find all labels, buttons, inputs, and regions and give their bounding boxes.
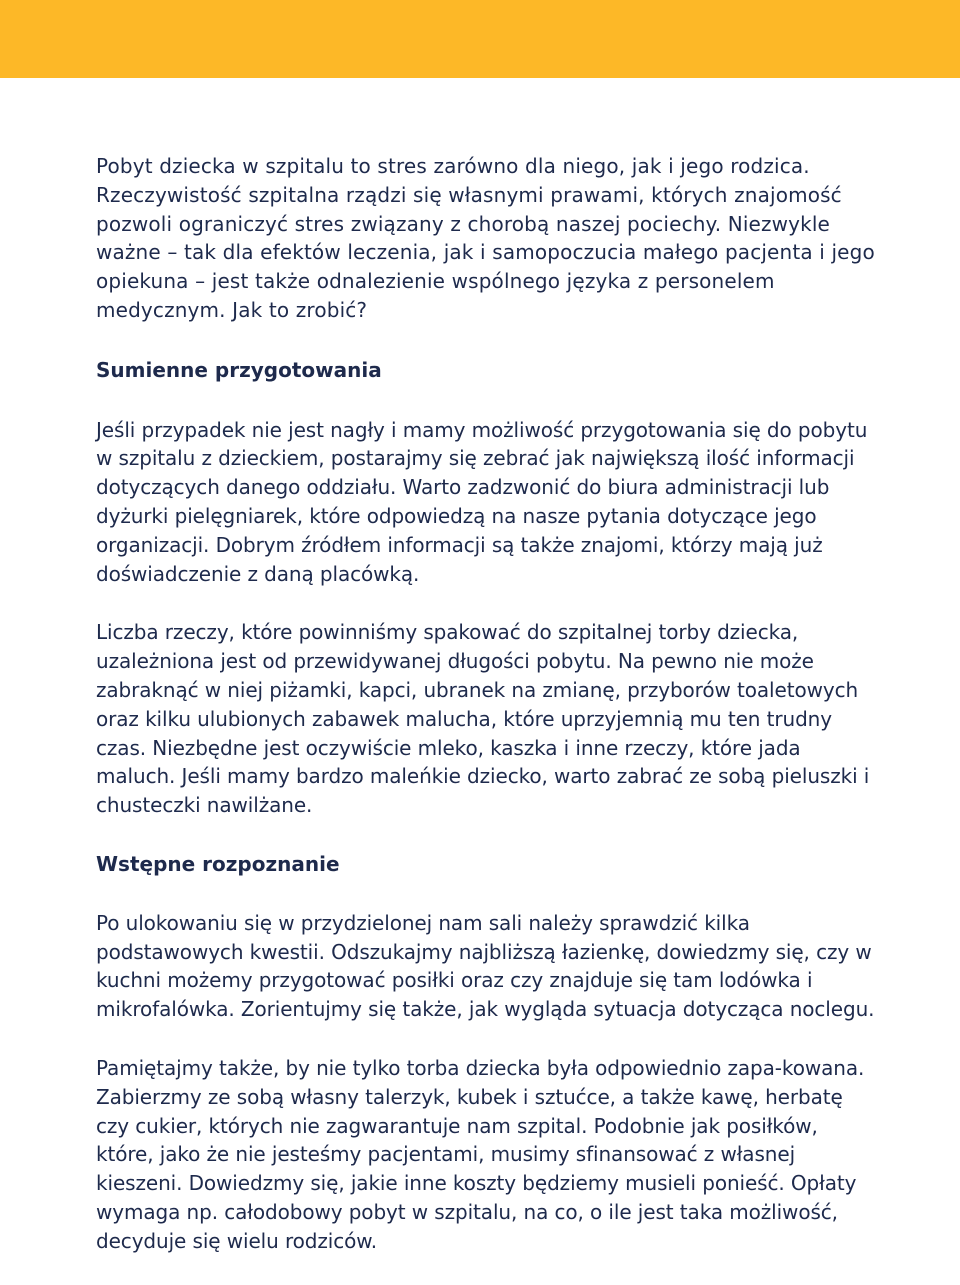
paragraph-own-supplies: Pamiętajmy także, by nie tylko torba dziecka była odpowiednio zapa-kowana. Zabierzmy ze sobą własny talerzyk, kubek i sztućce, a także kawę, herbatę czy cukier, których nie zagwarantuje nam szpital. Podobnie jak posiłków, które, jako że nie jesteśmy pacjentami, musimy sfinansować z własnej kieszeni. Dowiedzmy się, jakie inne koszty będziemy musieli ponieść. Opłaty wymaga np. całodobowy pobyt w szpitalu, na co, o ile jest taka możliwość, decyduje się wielu rodziców. xyxy=(96,1055,865,1253)
paragraph-room-check: Po ulokowaniu się w przydzielonej nam sali należy sprawdzić kilka podstawowych kwestii. Odszukajmy najbliższą łazienkę, dowiedzmy się, czy w kuchni możemy przygotować posiłki oraz czy znajduje się tam lodówka i mikrofalówka. Zorientujmy się także, jak wygląda sytuacja dotycząca noclegu. xyxy=(96,910,875,1022)
heading-sumienne-przygotowania: Sumienne przygotowania xyxy=(96,357,382,382)
heading-wstepne-rozpoznanie: Wstępne rozpoznanie xyxy=(96,851,340,876)
top-color-band xyxy=(0,0,960,78)
intro-paragraph: Pobyt dziecka w szpitalu to stres zarówno dla niego, jak i jego rodzica. Rzeczywistość szpitalna rządzi się własnymi prawami, których znajomość pozwoli ograniczyć stres związany z chorobą naszej pociechy. Niezwykle ważne – tak dla efektów leczenia, jak i samopoczucia małego pacjenta i jego opiekuna – jest także odnalezienie wspólnego języka z personelem medycznym. Jak to zrobić? xyxy=(96,154,875,322)
paragraph-packing-list: Liczba rzeczy, które powinniśmy spakować do szpitalnej torby dziecka, uzależniona jest od przewidywanej długości pobytu. Na pewno nie może zabraknąć w niej piżamki, kapci, ubranek na zmianę, przyborów toaletowych oraz kilku ulubionych zabawek malucha, które uprzyjemnią mu ten trudny czas. Niezbędne jest oczywiście mleko, kaszka i inne rzeczy, które jada maluch. Jeśli mamy bardzo maleńkie dziecko, warto zabrać ze sobą pieluszki i chusteczki nawilżane. xyxy=(96,620,870,818)
document-body xyxy=(96,152,876,1256)
paragraph-preparation-info: Jeśli przypadek nie jest nagły i mamy możliwość przygotowania się do pobytu w szpitalu z dzieckiem, postarajmy się zebrać jak największą ilość informacji dotyczących danego oddziału. Warto zadzwonić do biura administracji lub dyżurki pielęgniarek, które odpowiedzą na nasze pytania dotyczące jego organizacji. Dobrym źródłem informacji są także znajomi, którzy mają już doświadczenie z daną placówką. xyxy=(96,417,868,586)
